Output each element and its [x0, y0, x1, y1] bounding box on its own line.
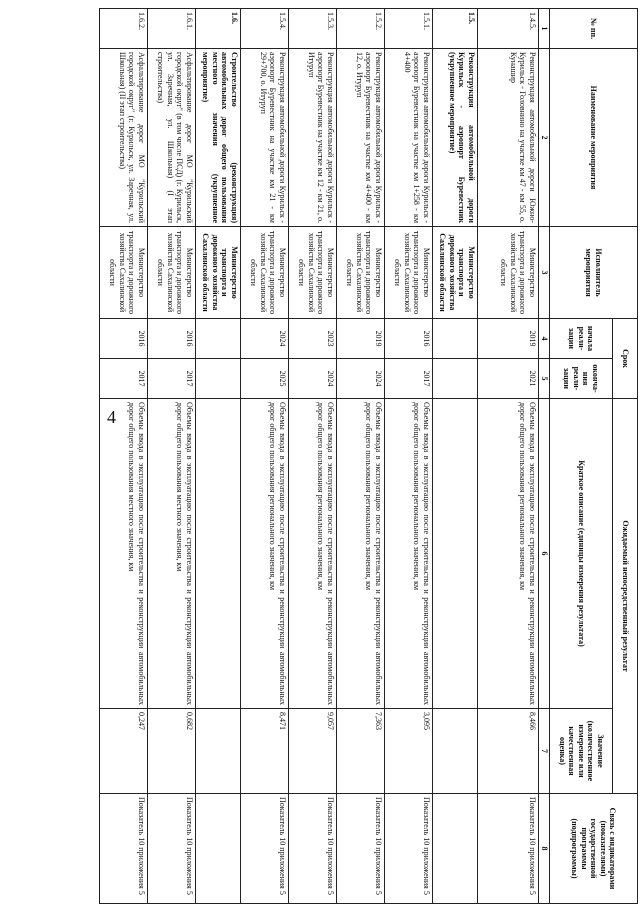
table-header [539, 9, 638, 904]
row-link [433, 794, 478, 904]
row-link [196, 794, 241, 904]
row-name: Реконструкция автомобильной дороги Курильск - аэропорт Буревестник (укрупненное мероприятие) [433, 49, 478, 227]
col-number: 4 [539, 319, 550, 359]
rotated-table-wrapper [108, 8, 638, 903]
header-result: Ожидаемый непосредственный результат [613, 399, 638, 794]
row-description: Объемы ввода в эксплуатацию после строительства и реконструкции автомобильных дорог общего пользования регионального значения, км [478, 399, 539, 709]
header-desc: Краткое описание (единицы измерения результата) [550, 399, 613, 709]
header-num: № пп. [550, 9, 638, 49]
column-numbers-row [539, 9, 550, 904]
row-description [433, 399, 478, 709]
row-executor: Министерство транспорта и дорожного хозяйства Сахалинской области [478, 227, 539, 319]
row-number: 1.5. [433, 9, 478, 49]
row-value: 3,095 [385, 709, 433, 794]
row-description [196, 399, 241, 709]
row-executor: Министерство транспорта и дорожного хозяйства Сахалинской области [433, 227, 478, 319]
row-start [433, 319, 478, 359]
row-name: Строительство (реконструкция) автомобильных дорог общего пользования местного значения (укрупненное мероприятие) [196, 49, 241, 227]
header-end: оконча-ния реали-зации [550, 359, 613, 399]
row-executor: Министерство транспорта и дорожного хозяйства Сахалинской области [241, 227, 289, 319]
row-link: Показатель 10 приложения 5 [478, 794, 539, 904]
row-executor: Министерство транспорта и дорожного хозяйства Сахалинской области [289, 227, 337, 319]
row-description: Объемы ввода в эксплуатацию после строительства и реконструкции автомобильных дорог общего пользования местного значения, км [100, 399, 148, 709]
header-start: начала реали-зации [550, 319, 613, 359]
row-name: Реконструкция автомобильной дороги Курильск - аэропорт Буревестник на участке км 12 - км 21, о. Итуруп [289, 49, 337, 227]
row-start: 2023 [289, 319, 337, 359]
row-start [196, 319, 241, 359]
row-start: 2024 [241, 319, 289, 359]
row-start: 2016 [385, 319, 433, 359]
row-executor: Министерство транспорта и дорожного хозяйства Сахалинской области [196, 227, 241, 319]
row-end: 2017 [148, 359, 196, 399]
row-end: 2025 [241, 359, 289, 399]
col-number: 5 [539, 359, 550, 399]
table-row [337, 9, 385, 904]
header-term: Срок [613, 319, 638, 399]
row-description: Объемы ввода в эксплуатацию после строительства и реконструкции автомобильных дорог общего пользования регионального значения, км [289, 399, 337, 709]
page-number: 4 [107, 407, 116, 427]
row-value: 0,247 [100, 709, 148, 794]
col-number: 1 [539, 9, 550, 49]
row-start: 2016 [148, 319, 196, 359]
row-description: Объемы ввода в эксплуатацию после строительства и реконструкции автомобильных дорог общего пользования регионального значения, км [385, 399, 433, 709]
row-value: 7,363 [337, 709, 385, 794]
row-end [196, 359, 241, 399]
row-value: 0,682 [148, 709, 196, 794]
row-number: 1.6.1. [148, 9, 196, 49]
header-name: Наименование мероприятия [550, 49, 638, 227]
row-number: 1.5.3. [289, 9, 337, 49]
row-name: Асфальтирование дорог МО "Курильский городской округ" (г. Курильск, ул. Заречная, ул. Школьная) (II этап строительства) [100, 49, 148, 227]
row-executor: Министерство транспорта и дорожного хозяйства Сахалинской области [100, 227, 148, 319]
header-executor: Исполнитель мероприятия [550, 227, 638, 319]
row-end: 2024 [337, 359, 385, 399]
row-link: Показатель 10 приложения 5 [241, 794, 289, 904]
col-number: 6 [539, 399, 550, 709]
row-name: Реконструкция автомобильной дороги Курильск - аэропорт Буревестник на участке км 1+258 - км 4+400 [385, 49, 433, 227]
table-row [433, 9, 478, 904]
col-number: 8 [539, 794, 550, 904]
row-link: Показатель 10 приложения 5 [385, 794, 433, 904]
measures-table [99, 8, 638, 904]
table-row [148, 9, 196, 904]
header-link: Связь с индикаторами (показателями) государственной программы (подпрограммы) [550, 794, 638, 904]
table-row [289, 9, 337, 904]
row-number: 1.6.2. [100, 9, 148, 49]
row-number: 1.5.1. [385, 9, 433, 49]
table-row [385, 9, 433, 904]
table-row [196, 9, 241, 904]
row-value: 9,057 [289, 709, 337, 794]
row-value: 8,466 [478, 709, 539, 794]
row-description: Объемы ввода в эксплуатацию после строительства и реконструкции автомобильных дорог общего пользования регионального значения, км [241, 399, 289, 709]
row-name: Асфальтирование дорог МО "Курильский городской округ" (в том числе ПСД) (г. Курильск, ул. Заречная, ул. Школьная) (I этап строительства) [148, 49, 196, 227]
row-start: 2019 [337, 319, 385, 359]
row-link: Показатель 10 приложения 5 [289, 794, 337, 904]
row-value [196, 709, 241, 794]
table-row [241, 9, 289, 904]
row-link: Показатель 10 приложения 5 [148, 794, 196, 904]
row-number: 1.6. [196, 9, 241, 49]
row-number: 1.4.5. [478, 9, 539, 49]
row-number: 1.5.2. [337, 9, 385, 49]
row-executor: Министерство транспорта и дорожного хозяйства Сахалинской области [148, 227, 196, 319]
row-end [433, 359, 478, 399]
row-value [433, 709, 478, 794]
row-end: 2021 [478, 359, 539, 399]
row-name: Реконструкция автомобильной дороги Курильск - аэропорт Буревестник на участке км 4+400 - км 12, о. Итуруп [337, 49, 385, 227]
col-number: 2 [539, 49, 550, 227]
row-name: Реконструкция автомобильной дороги Курильск - аэропорт Буревестник на участке км 21 - км 29+700, о. Итуруп [241, 49, 289, 227]
header-value: Значение (количественное измерение или качественная оценка) [550, 709, 613, 794]
row-start: 2016 [100, 319, 148, 359]
row-end: 2017 [100, 359, 148, 399]
row-value: 8,471 [241, 709, 289, 794]
row-executor: Министерство транспорта и дорожного хозяйства Сахалинской области [337, 227, 385, 319]
row-executor: Министерство транспорта и дорожного хозяйства Сахалинской области [385, 227, 433, 319]
table-row [478, 9, 539, 904]
col-number: 3 [539, 227, 550, 319]
table-body [100, 9, 539, 904]
row-start: 2019 [478, 319, 539, 359]
row-name: Реконструкция автомобильной дороги Южно-Курильск - Головнино на участке км 47 - км 55, о. Кунашир [478, 49, 539, 227]
col-number: 7 [539, 709, 550, 794]
row-end: 2024 [289, 359, 337, 399]
row-link: Показатель 10 приложения 5 [100, 794, 148, 904]
table-row [100, 9, 148, 904]
row-end: 2017 [385, 359, 433, 399]
row-link: Показатель 10 приложения 5 [337, 794, 385, 904]
row-description: Объемы ввода в эксплуатацию после строительства и реконструкции автомобильных дорог общего пользования местного значения, км [148, 399, 196, 709]
row-number: 1.5.4. [241, 9, 289, 49]
row-description: Объемы ввода в эксплуатацию после строительства и реконструкции автомобильных дорог общего пользования регионального значения, км [337, 399, 385, 709]
